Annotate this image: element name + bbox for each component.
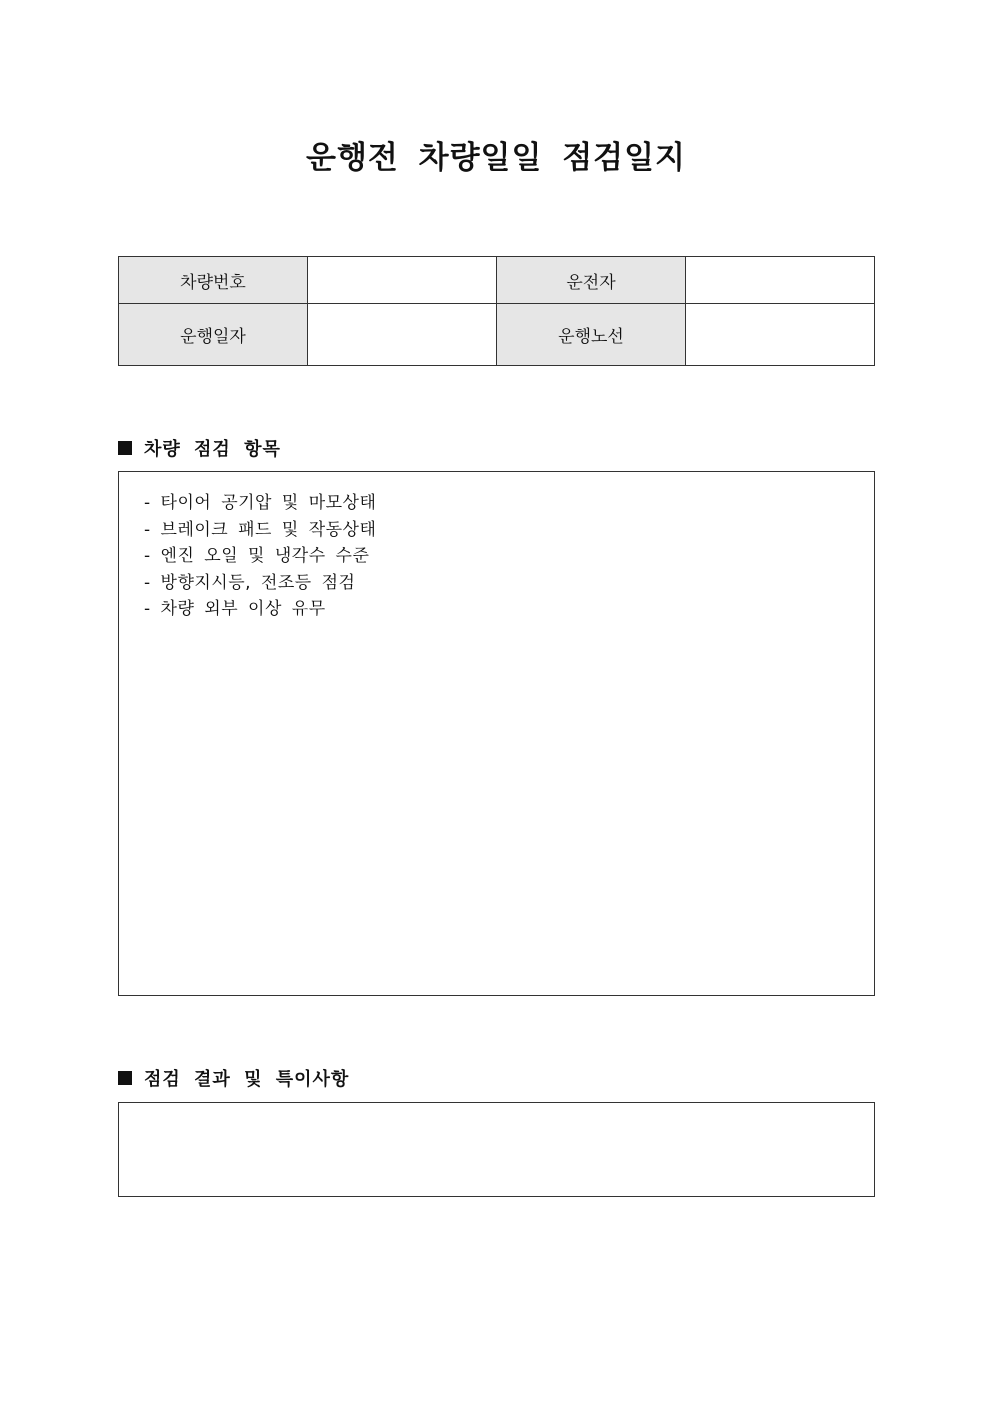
checklist-item: - 엔진 오일 및 냉각수 수준 <box>144 546 370 566</box>
route-field[interactable] <box>686 304 875 366</box>
info-row-1 <box>119 257 875 304</box>
vehicle-info-table <box>118 256 875 366</box>
checklist-item: - 브레이크 패드 및 작동상태 <box>144 519 377 540</box>
driver-label: 운전자 <box>497 257 686 304</box>
checklist-item: - 타이어 공기압 및 마모상태 <box>144 493 377 513</box>
results-section-heading <box>118 1065 349 1091</box>
checklist-heading-text: 차량 점검 항목 <box>144 439 281 460</box>
checklist-item: - 차량 외부 이상 유무 <box>144 599 326 619</box>
results-heading-text: 점검 결과 및 특이사항 <box>144 1069 350 1090</box>
vehicle-number-field[interactable] <box>308 257 497 304</box>
results-notes-box[interactable] <box>118 1102 875 1197</box>
page-title: 운행전 차량일일 점검일지 <box>306 140 686 176</box>
operation-date-label: 운행일자 <box>119 304 308 366</box>
black-square-icon <box>118 1071 132 1085</box>
driver-field[interactable] <box>686 257 875 304</box>
checklist-box[interactable] <box>118 471 875 996</box>
vehicle-number-label: 차량번호 <box>119 257 308 304</box>
checklist-item: - 방향지시등, 전조등 점검 <box>144 572 356 593</box>
route-label: 운행노선 <box>497 304 686 366</box>
checklist-items <box>119 472 874 623</box>
checklist-section-heading <box>118 435 281 461</box>
info-row-2 <box>119 304 875 366</box>
operation-date-field[interactable] <box>308 304 497 366</box>
black-square-icon <box>118 441 132 455</box>
